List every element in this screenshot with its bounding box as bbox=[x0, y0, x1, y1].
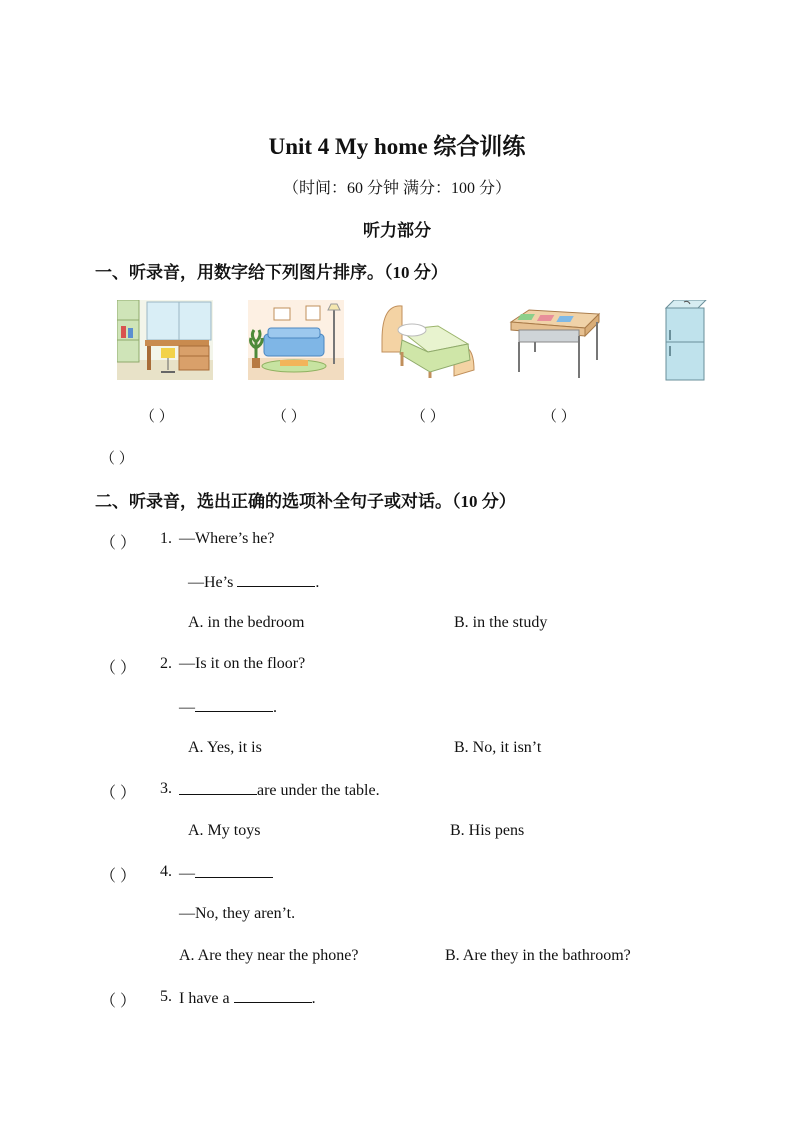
q2-number: 2. bbox=[160, 655, 172, 672]
bed-icon bbox=[378, 300, 478, 380]
q5-sentence bbox=[179, 988, 316, 1008]
q1-answer-paren: （ ） bbox=[100, 535, 137, 552]
q4-line2: —No, they aren’t. bbox=[179, 905, 296, 922]
q1-blank[interactable] bbox=[237, 572, 315, 587]
part-label: 听力部分 bbox=[363, 221, 431, 240]
picture4-answer-paren: （ ） bbox=[542, 409, 576, 425]
q3-blank[interactable] bbox=[179, 780, 257, 795]
q1-option-b[interactable]: B. in the study bbox=[454, 614, 548, 631]
q5-pre: I have a bbox=[179, 990, 234, 1007]
study-room-icon bbox=[117, 300, 213, 380]
q3-answer-paren: （ ） bbox=[100, 785, 137, 802]
q3-number: 3. bbox=[160, 780, 172, 797]
q1-line2-post: . bbox=[315, 574, 320, 591]
section1-heading: 一、听录音，用数字给下列图片排序。（10 分） bbox=[95, 263, 448, 282]
section2-heading: 二、听录音，选出正确的选项补全句子或对话。（10 分） bbox=[95, 492, 516, 511]
q4-line1-dash: — bbox=[179, 865, 195, 882]
q4-answer-paren: （ ） bbox=[100, 868, 137, 885]
q2-line2-pre: — bbox=[179, 699, 195, 716]
q5-blank[interactable] bbox=[234, 988, 312, 1003]
q1-line1: —Where’s he? bbox=[179, 530, 275, 547]
picture1-answer-paren: （ ） bbox=[140, 409, 174, 425]
q4-line1 bbox=[179, 863, 273, 883]
q2-answer-paren: （ ） bbox=[100, 660, 137, 677]
q5-post: . bbox=[311, 990, 316, 1007]
q3-option-b[interactable]: B. His pens bbox=[450, 822, 525, 839]
picture5-answer-paren: （ ） bbox=[100, 451, 134, 467]
q4-blank[interactable] bbox=[195, 863, 273, 878]
q2-line2-post: . bbox=[273, 699, 277, 716]
q5-answer-paren: （ ） bbox=[100, 993, 137, 1010]
q4-option-b[interactable]: B. Are they in the bathroom? bbox=[445, 947, 631, 964]
q2-blank[interactable] bbox=[195, 697, 273, 712]
exam-info: （时间：60 分钟 满分：100 分） bbox=[282, 180, 511, 197]
q5-number: 5. bbox=[160, 988, 172, 1005]
q2-option-b[interactable]: B. No, it isn’t bbox=[454, 739, 542, 756]
q1-line2-pre: —He’s bbox=[188, 574, 238, 591]
q4-option-a[interactable]: A. Are they near the phone? bbox=[179, 947, 359, 964]
desk-icon bbox=[509, 300, 601, 380]
q2-option-a[interactable]: A. Yes, it is bbox=[188, 739, 262, 756]
living-room-icon bbox=[248, 300, 344, 380]
q3-sentence bbox=[179, 780, 380, 800]
q1-number: 1. bbox=[160, 530, 172, 547]
q3-post: are under the table. bbox=[257, 782, 380, 799]
q1-line2 bbox=[188, 572, 319, 592]
q4-number: 4. bbox=[160, 863, 172, 880]
picture3-answer-paren: （ ） bbox=[411, 409, 445, 425]
page-title: Unit 4 My home 综合训练 bbox=[268, 134, 526, 159]
q2-line1: —Is it on the floor? bbox=[179, 655, 306, 672]
q2-line2 bbox=[179, 697, 277, 717]
fridge-icon bbox=[662, 300, 710, 382]
q1-option-a[interactable]: A. in the bedroom bbox=[188, 614, 305, 631]
picture2-answer-paren: （ ） bbox=[272, 409, 306, 425]
q3-option-a[interactable]: A. My toys bbox=[188, 822, 261, 839]
